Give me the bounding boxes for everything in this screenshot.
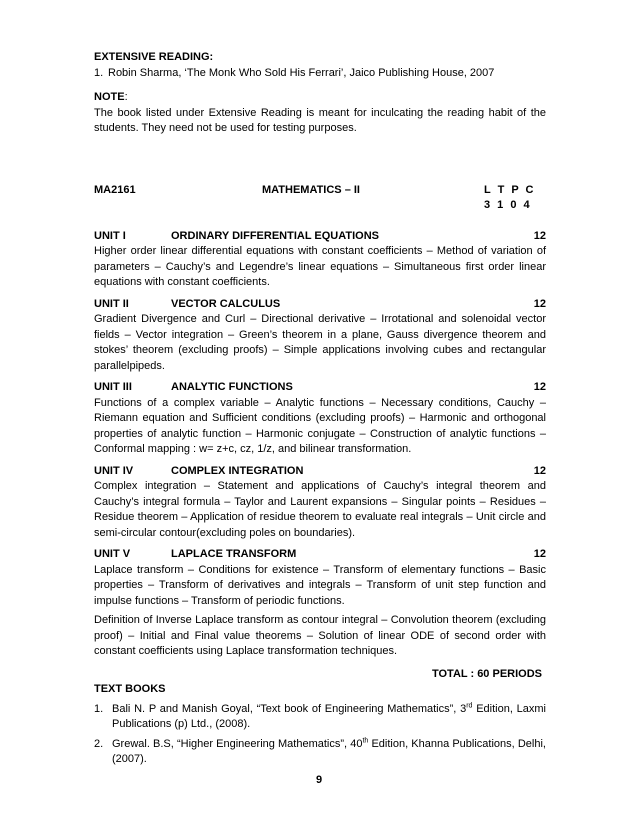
unit-5-credits: 12 [533, 548, 546, 560]
unit-2-header [94, 297, 546, 313]
extensive-reading-item-number: 1. [94, 66, 104, 79]
text-book-1-sup: rd [466, 701, 473, 709]
document-page [94, 50, 546, 768]
unit-4-credits: 12 [533, 464, 546, 477]
ltpc-labels: L T P C [484, 183, 536, 196]
unit-1-title: ORDINARY DIFFERENTIAL EQUATIONS [171, 229, 379, 242]
note-heading: NOTE [94, 91, 125, 103]
unit-5-body-2: Definition of Inverse Laplace transform as contour integral – Convolution theorem (excluding proof) – Initial and Final value theorems – Solution of linear ODE of second order with constant coefficients using Laplace transformation techniques. [94, 614, 546, 657]
total-periods: TOTAL : 60 PERIODS [431, 667, 542, 680]
text-book-2-pre: Grewal. B.S, “Higher Engineering Mathematics”, 40 [112, 737, 363, 750]
text-book-1-pre: Bali N. P and Manish Goyal, “Text book of Engineering Mathematics”, 3 [112, 702, 467, 715]
course-header [94, 183, 546, 199]
unit-1-credits: 12 [533, 229, 546, 242]
unit-5-code: UNIT V [94, 548, 131, 560]
ltpc-values: 3 1 0 4 [484, 199, 532, 211]
unit-1-header [94, 229, 546, 245]
unit-3-credits: 12 [533, 381, 546, 393]
text-book-item-1 [94, 702, 546, 733]
unit-4-title: COMPLEX INTEGRATION [171, 464, 304, 477]
text-book-1-post: Edition, Laxmi Publications (p) Ltd., (2008). [112, 702, 546, 730]
text-book-item-2 [94, 737, 546, 768]
course-title: MATHEMATICS – II [262, 183, 360, 196]
unit-4-header [94, 464, 546, 480]
text-book-2-number: 2. [94, 737, 104, 750]
unit-2-body: Gradient Divergence and Curl – Directional derivative – Irrotational and solenoidal vector fields – Vector integration – Green’s theorem in a plane, Gauss divergence theorem and stokes’ theorem (excluding proofs) – Simple applications involving cubes and rectangular parallelpipeds. [94, 313, 546, 372]
unit-3-header [94, 380, 546, 396]
unit-3-code: UNIT III [94, 381, 132, 393]
course-code: MA2161 [94, 183, 136, 196]
text-book-2-post: Edition, Khanna Publications, Delhi, (2007). [112, 737, 546, 765]
ltpc-values-row [94, 198, 546, 214]
unit-2-title: VECTOR CALCULUS [171, 297, 281, 310]
unit-4-code: UNIT IV [94, 464, 134, 477]
unit-3-body: Functions of a complex variable – Analytic functions – Necessary conditions, Cauchy – Riemann equation and Sufficient conditions (excluding proofs) – Harmonic and orthogonal properties of analytic function – Harmonic conjugate – Construction of analytic functions – Conformal mapping : w= z+c, cz, 1/z, and bilinear transformation. [94, 396, 546, 455]
unit-5-title: LAPLACE TRANSFORM [171, 548, 297, 560]
text-books-heading: TEXT BOOKS [94, 683, 166, 695]
unit-1-body: Higher order linear differential equations with constant coefficients – Method of variation of parameters – Cauchy’s and Legendre’s linear equations – Simultaneous first order linear equations with constant coefficients. [94, 245, 546, 288]
page-number: 9 [315, 774, 323, 786]
extensive-reading-heading: EXTENSIVE READING: [94, 51, 214, 63]
extensive-reading-item [94, 66, 546, 82]
text-book-2-text [112, 737, 546, 768]
unit-2-credits: 12 [533, 297, 546, 310]
text-book-1-text [112, 702, 546, 733]
text-book-1-number: 1. [94, 702, 104, 715]
unit-3-title: ANALYTIC FUNCTIONS [171, 381, 293, 393]
extensive-reading-item-text: Robin Sharma, ‘The Monk Who Sold His Ferrari’, Jaico Publishing House, 2007 [108, 66, 495, 79]
unit-2-code: UNIT II [94, 297, 129, 310]
unit-1-code: UNIT I [94, 229, 126, 242]
note-heading-line [94, 90, 546, 106]
unit-5-header [94, 547, 546, 563]
text-book-2-sup: th [362, 736, 369, 744]
note-colon: : [124, 91, 128, 103]
unit-5-body: Laplace transform – Conditions for existence – Transform of elementary functions – Basic properties – Transform of derivatives and integrals – Transform of unit step function and impulse functions – Transform of periodic functions. [94, 563, 546, 607]
unit-4-body: Complex integration – Statement and applications of Cauchy’s integral theorem and Cauchy’s integral formula – Taylor and Laurent expansions – Singular points – Residues – Residue theorem – Application of residue theorem to evaluate real integrals – Unit circle and semi-circular contour(excluding poles on boundaries). [94, 480, 546, 539]
note-text: The book listed under Extensive Reading is meant for inculcating the reading habit of the students. They need not be used for testing purposes. [94, 106, 546, 134]
